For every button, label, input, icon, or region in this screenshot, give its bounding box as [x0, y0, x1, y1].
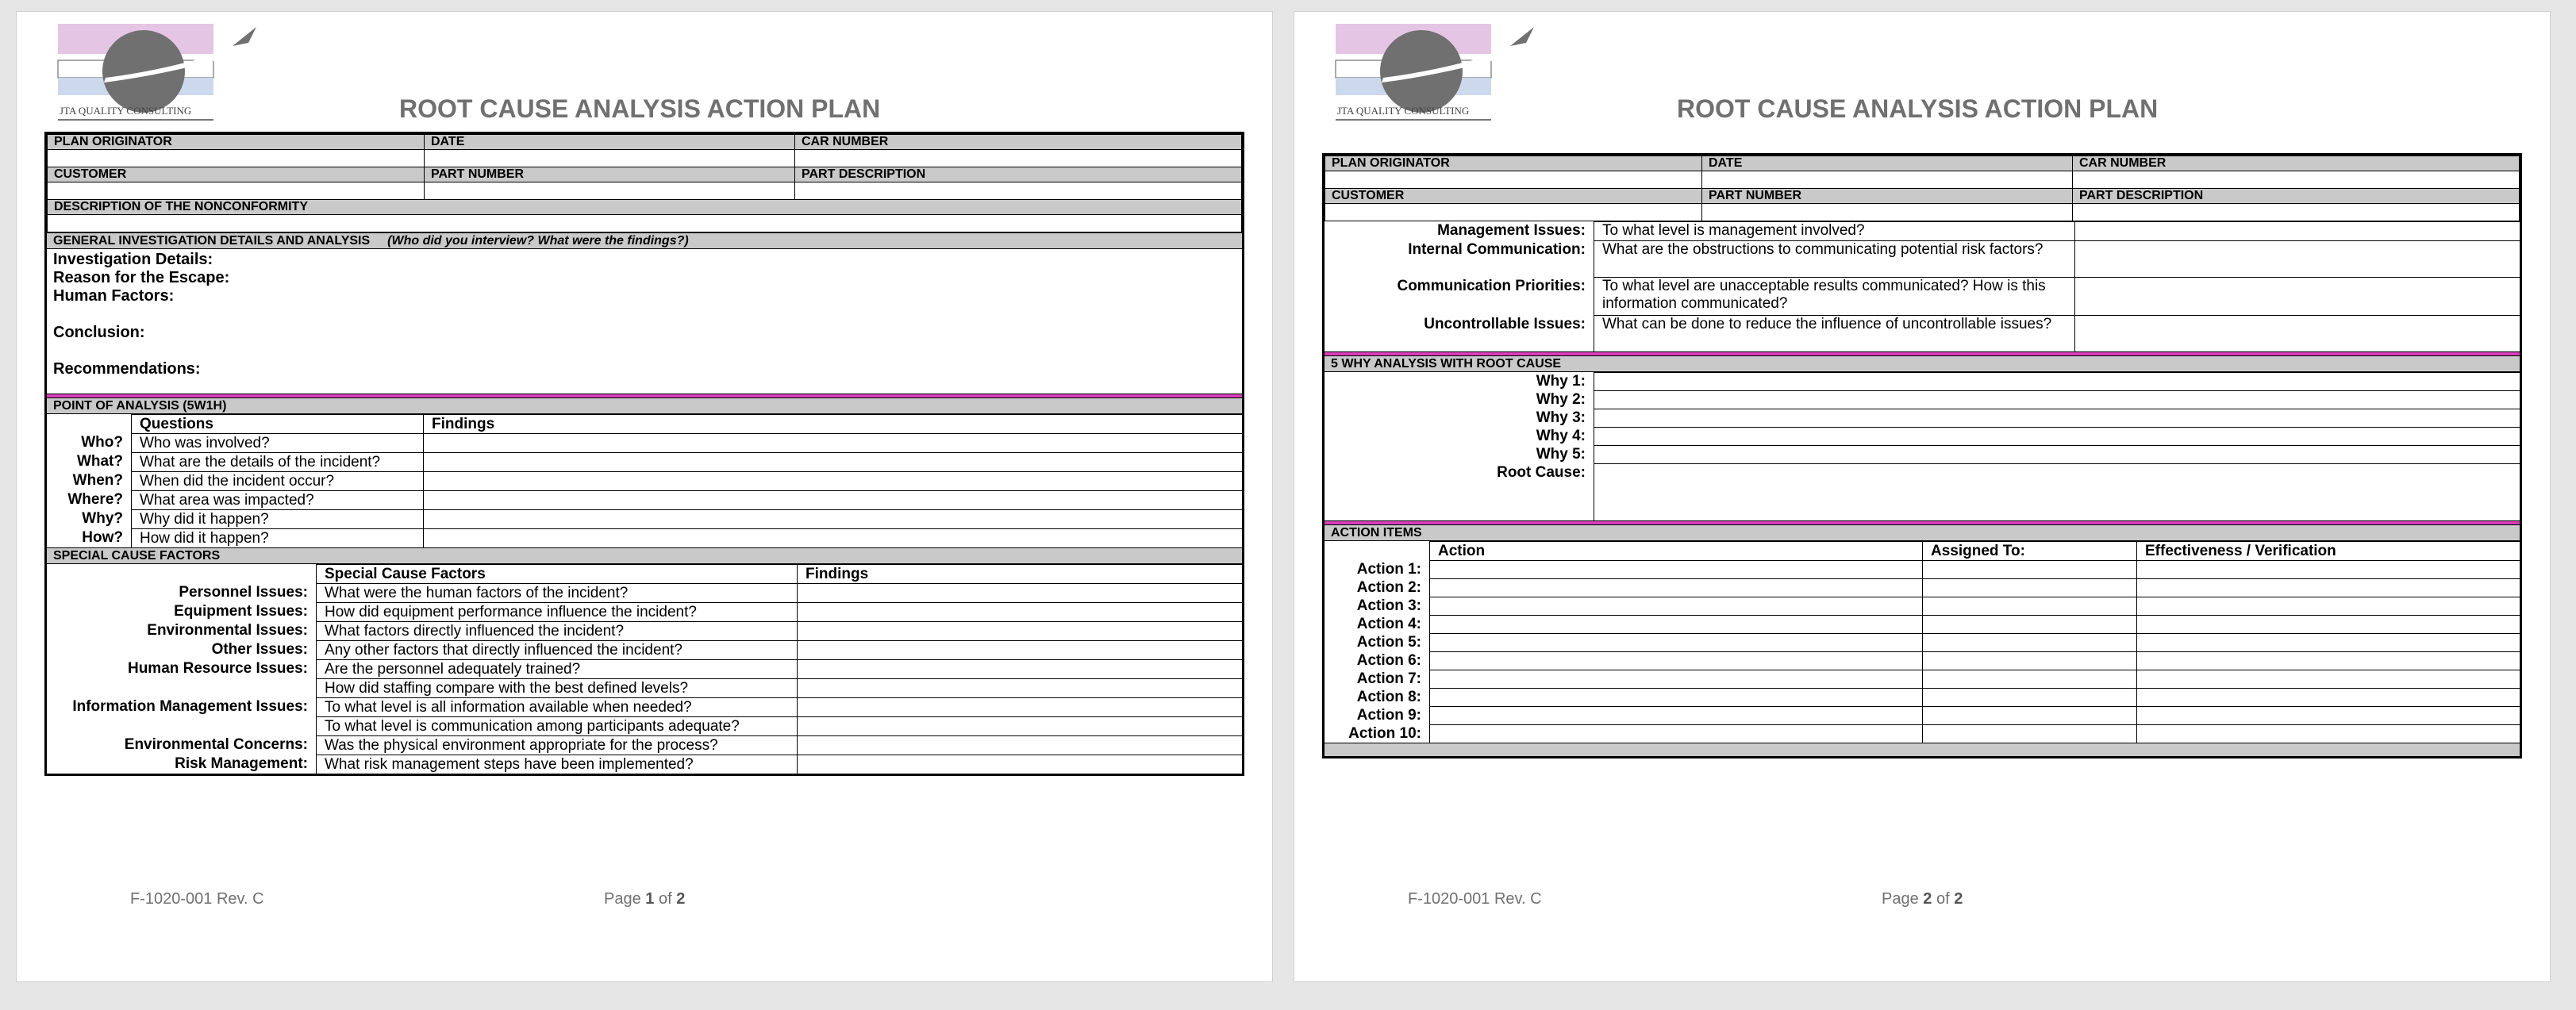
- table-row: Action 3:: [1325, 597, 2520, 615]
- table-row: Why 5:: [1325, 445, 2520, 463]
- header-block: [44, 132, 1244, 776]
- nonconformity-field[interactable]: [48, 215, 1242, 232]
- escape-reason-label: Reason for the Escape:: [53, 269, 230, 286]
- finding-field[interactable]: [423, 490, 1242, 509]
- table-row: Uncontrollable Issues: What can be done to reduce the influence of uncontrollable issues?: [1325, 315, 2520, 351]
- date-label: DATE: [425, 135, 795, 150]
- page-title: ROOT CAUSE ANALYSIS ACTION PLAN: [1677, 94, 2159, 123]
- table-row: Action 10:: [1325, 724, 2520, 743]
- part-description-field[interactable]: [795, 182, 1242, 200]
- recommendations-label: Recommendations:: [53, 360, 201, 378]
- why-field[interactable]: [1594, 390, 2520, 409]
- jta-logo-icon: [1334, 22, 1534, 129]
- table-row: How did staffing compare with the best defined levels?: [47, 678, 1242, 697]
- table-row: Communication Priorities: To what level are unacceptable results communicated? How is this information communicated?: [1325, 277, 2520, 315]
- table-row: What? What are the details of the incident?: [47, 452, 1242, 471]
- finding-field[interactable]: [797, 697, 1242, 716]
- car-number-label: CAR NUMBER: [2073, 156, 2520, 171]
- finding-field[interactable]: [2074, 240, 2520, 277]
- car-number-field[interactable]: [795, 150, 1242, 167]
- part-number-label: PART NUMBER: [425, 167, 795, 182]
- w5h-header: POINT OF ANALYSIS (5W1H): [47, 397, 1242, 414]
- table-row: Why 1:: [1325, 372, 2520, 390]
- finding-field[interactable]: [797, 716, 1242, 735]
- finding-field[interactable]: [797, 659, 1242, 678]
- effectiveness-header: Effectiveness / Verification: [2136, 541, 2520, 560]
- table-row: Who? Who was involved?: [47, 433, 1242, 452]
- finding-field[interactable]: [797, 678, 1242, 697]
- table-row: How? How did it happen?: [47, 528, 1242, 547]
- table-row: Environmental Issues: What factors directly influenced the incident?: [47, 621, 1242, 640]
- table-row: Action 4:: [1325, 615, 2520, 633]
- page-1: [17, 12, 1272, 981]
- finding-field[interactable]: [423, 509, 1242, 528]
- root-cause-field[interactable]: [1594, 463, 2520, 520]
- part-description-field[interactable]: [2073, 204, 2520, 221]
- finding-field[interactable]: [797, 602, 1242, 621]
- plan-originator-label: PLAN ORIGINATOR: [1325, 156, 1702, 171]
- nonconformity-label: DESCRIPTION OF THE NONCONFORMITY: [48, 200, 1242, 215]
- customer-field[interactable]: [48, 182, 425, 200]
- table-row: Why 2:: [1325, 390, 2520, 409]
- actions-header: ACTION ITEMS: [1325, 524, 2520, 541]
- table-row: Equipment Issues: How did equipment performance influence the incident?: [47, 602, 1242, 621]
- plan-originator-field[interactable]: [1325, 171, 1702, 189]
- table-row: Why 3:: [1325, 409, 2520, 427]
- form-number: F-1020-001 Rev. C: [1408, 890, 1542, 908]
- special-rows: [47, 583, 1242, 774]
- plan-originator-label: PLAN ORIGINATOR: [48, 135, 425, 150]
- why-field[interactable]: [1594, 445, 2520, 463]
- table-row: Action 9:: [1325, 706, 2520, 724]
- conclusion-label: Conclusion:: [53, 324, 145, 341]
- table-row: Action 5:: [1325, 633, 2520, 651]
- svg-text:JTA QUALITY CONSULTING: JTA QUALITY CONSULTING: [1337, 105, 1470, 117]
- car-number-field[interactable]: [2073, 171, 2520, 189]
- finding-field[interactable]: [2074, 277, 2520, 315]
- finding-field[interactable]: [797, 640, 1242, 659]
- date-field[interactable]: [1702, 171, 2073, 189]
- table-row: Action 2:: [1325, 578, 2520, 597]
- actions-column-headers: [1325, 541, 2520, 560]
- finding-field[interactable]: [797, 735, 1242, 755]
- page-number: Page 2 of 2: [1882, 890, 1963, 908]
- special-findings-header: Findings: [797, 564, 1242, 583]
- table-row: When? When did the incident occur?: [47, 471, 1242, 490]
- special-column-headers: [47, 564, 1242, 583]
- management-rows: [1325, 221, 2520, 351]
- table-row: Action 7:: [1325, 670, 2520, 688]
- human-factors-label: Human Factors:: [53, 287, 175, 305]
- investigation-hint: (Who did you interview? What were the findings?): [387, 234, 689, 248]
- factors-header: Special Cause Factors: [316, 564, 797, 583]
- finding-field[interactable]: [2074, 315, 2520, 351]
- table-row: Root Cause:: [1325, 463, 2520, 520]
- actions-footer-band: [1325, 743, 2520, 756]
- customer-label: CUSTOMER: [1325, 189, 1702, 204]
- questions-header: Questions: [131, 414, 423, 433]
- finding-field[interactable]: [423, 433, 1242, 452]
- whys-rows: [1325, 372, 2520, 520]
- w5h-column-headers: [47, 414, 1242, 433]
- whys-header: 5 WHY ANALYSIS WITH ROOT CAUSE: [1325, 355, 2520, 372]
- finding-field[interactable]: [797, 621, 1242, 640]
- table-row: Action 8:: [1325, 688, 2520, 706]
- finding-field[interactable]: [797, 755, 1242, 774]
- why-field[interactable]: [1594, 372, 2520, 390]
- customer-field[interactable]: [1325, 204, 1702, 221]
- table-row: Why? Why did it happen?: [47, 509, 1242, 528]
- date-label: DATE: [1702, 156, 2073, 171]
- finding-field[interactable]: [423, 471, 1242, 490]
- page-2: [1294, 12, 2550, 981]
- jta-logo-icon: [56, 22, 256, 129]
- table-row: Management Issues: To what level is management involved?: [1325, 221, 2520, 240]
- table-row: Other Issues: Any other factors that directly influenced the incident?: [47, 640, 1242, 659]
- part-number-label: PART NUMBER: [1702, 189, 2073, 204]
- part-description-label: PART DESCRIPTION: [2073, 189, 2520, 204]
- table-row: Risk Management: What risk management steps have been implemented?: [47, 755, 1242, 774]
- table-row: Personnel Issues: What were the human factors of the incident?: [47, 583, 1242, 602]
- page-title: ROOT CAUSE ANALYSIS ACTION PLAN: [399, 94, 881, 123]
- finding-field[interactable]: [797, 583, 1242, 602]
- customer-label: CUSTOMER: [48, 167, 425, 182]
- why-field[interactable]: [1594, 427, 2520, 445]
- table-row: Where? What area was impacted?: [47, 490, 1242, 509]
- form-number: F-1020-001 Rev. C: [130, 890, 264, 908]
- investigation-area[interactable]: [47, 249, 1242, 394]
- plan-originator-field[interactable]: [48, 150, 425, 167]
- w5h-rows: [47, 433, 1242, 547]
- special-header: SPECIAL CAUSE FACTORS: [47, 547, 1242, 564]
- findings-header: Findings: [423, 414, 1242, 433]
- action-header: Action: [1429, 541, 1922, 560]
- finding-field[interactable]: [423, 452, 1242, 471]
- table-row: Action 6:: [1325, 651, 2520, 670]
- part-number-field[interactable]: [1702, 204, 2073, 221]
- car-number-label: CAR NUMBER: [795, 135, 1242, 150]
- part-description-label: PART DESCRIPTION: [795, 167, 1242, 182]
- why-field[interactable]: [1594, 409, 2520, 427]
- table-row: Human Resource Issues: Are the personnel adequately trained?: [47, 659, 1242, 678]
- action-rows: [1325, 560, 2520, 743]
- finding-field[interactable]: [2074, 221, 2520, 240]
- table-row: Information Management Issues: To what level is all information available when needed?: [47, 697, 1242, 716]
- finding-field[interactable]: [423, 528, 1242, 547]
- table-row: To what level is communication among participants adequate?: [47, 716, 1242, 735]
- investigation-details-label: Investigation Details:: [53, 251, 213, 268]
- assigned-header: Assigned To:: [1922, 541, 2136, 560]
- page-number: Page 1 of 2: [604, 890, 686, 908]
- table-row: Action 1:: [1325, 560, 2520, 578]
- table-row: Internal Communication: What are the obstructions to communicating potential risk factors?: [1325, 240, 2520, 277]
- header-block: [1322, 153, 2522, 758]
- date-field[interactable]: [425, 150, 795, 167]
- table-row: Environmental Concerns: Was the physical environment appropriate for the process?: [47, 735, 1242, 755]
- investigation-header: GENERAL INVESTIGATION DETAILS AND ANALYSIS (Who did you interview? What were the findings?): [47, 232, 1242, 249]
- svg-text:JTA QUALITY CONSULTING: JTA QUALITY CONSULTING: [60, 105, 192, 117]
- part-number-field[interactable]: [425, 182, 795, 200]
- table-row: Why 4:: [1325, 427, 2520, 445]
